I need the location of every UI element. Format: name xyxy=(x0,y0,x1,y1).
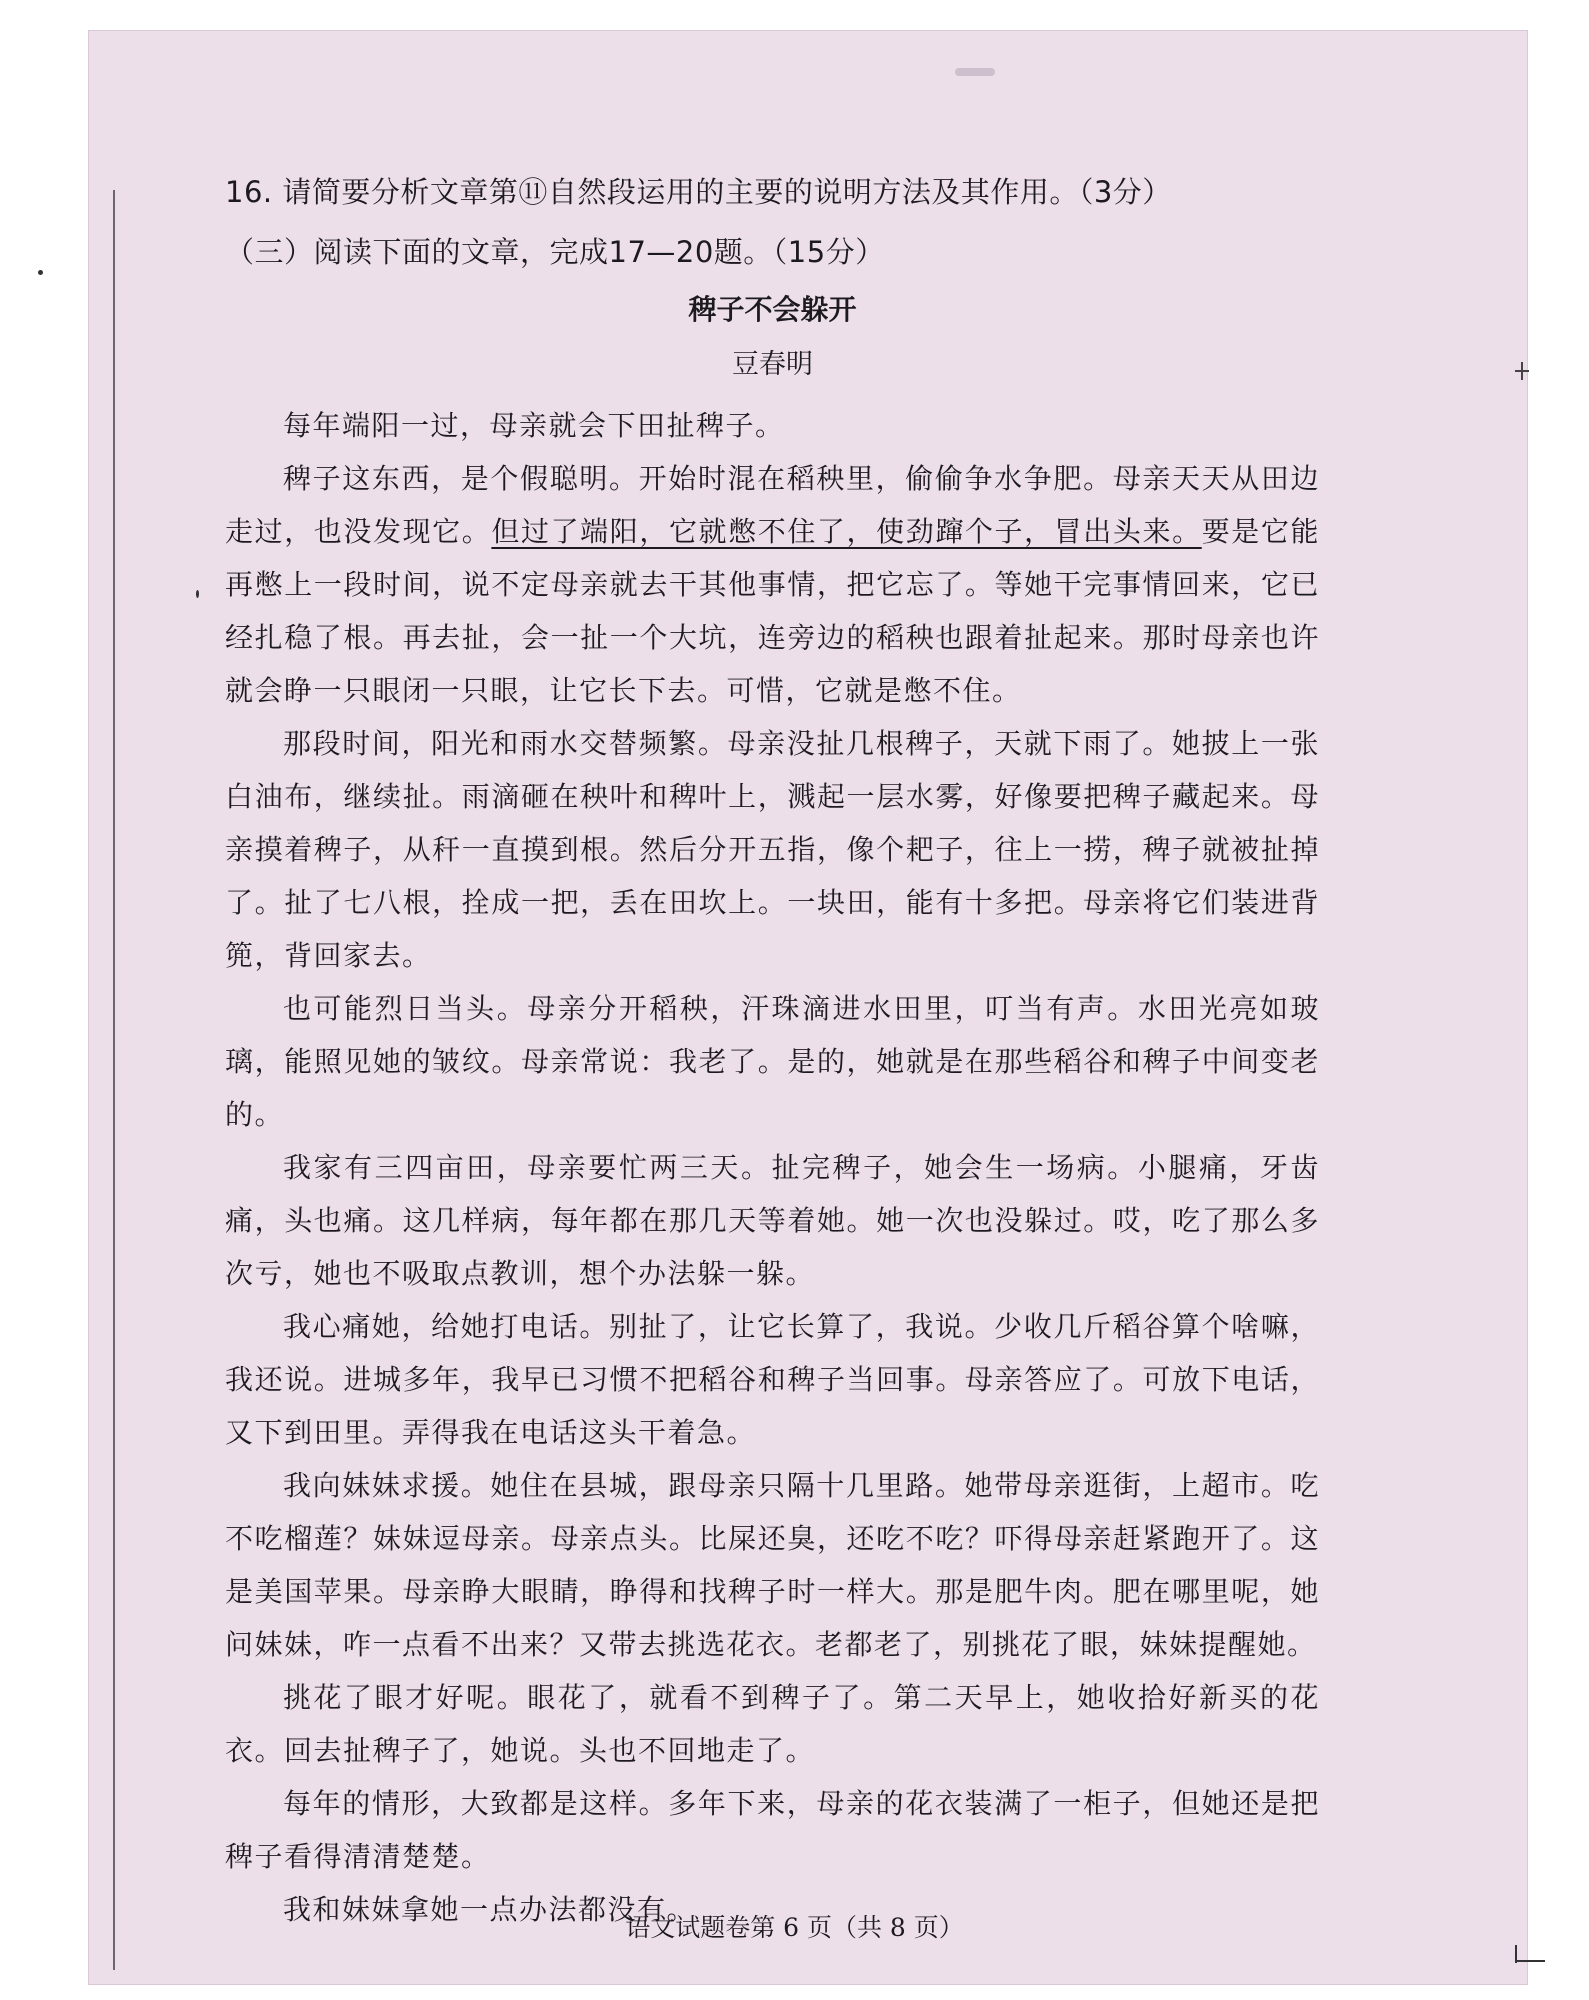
paragraph: 我向妹妹求援。她住在县城，跟母亲只隔十几里路。她带母亲逛街，上超市。吃不吃榴莲？妹妹逗母亲。母亲点头。比屎还臭，还吃不吃？吓得母亲赶紧跑开了。这是美国苹果。母亲睁大眼睛，睁得和找稗子时一样大。那是肥牛肉。肥在哪里呢，她问妹妹，咋一点看不出来？又带去挑选花衣。老都老了，别挑花了眼，妹妹提醒她。 xyxy=(225,1469,1320,1661)
article-body xyxy=(225,399,1320,1936)
paragraph: 挑花了眼才好呢。眼花了，就看不到稗子了。第二天早上，她收拾好新买的花衣。回去扯稗子了，她说。头也不回地走了。 xyxy=(225,1681,1320,1767)
crop-mark xyxy=(1515,1960,1545,1962)
paragraph: 那段时间，阳光和雨水交替频繁。母亲没扯几根稗子，天就下雨了。她披上一张白油布，继续扯。雨滴砸在秧叶和稗叶上，溅起一层水雾，好像要把稗子藏起来。母亲摸着稗子，从秆一直摸到根。然后分开五指，像个耙子，往上一捞，稗子就被扯掉了。扯了七八根，拴成一把，丢在田坎上。一块田，能有十多把。母亲将它们装进背篼，背回家去。 xyxy=(225,727,1320,972)
section-heading: （三）阅读下面的文章，完成17—20题。（15分） xyxy=(225,235,885,269)
left-margin-line xyxy=(113,190,115,1970)
paragraph: 每年的情形，大致都是这样。多年下来，母亲的花衣装满了一柜子，但她还是把稗子看得清清楚楚。 xyxy=(225,1787,1320,1873)
speck xyxy=(955,68,995,76)
paragraph: 每年端阳一过，母亲就会下田扯稗子。 xyxy=(283,409,785,442)
underlined-sentence: 但过了端阳，它就憋不住了，使劲蹿个子，冒出头来。 xyxy=(491,515,1202,548)
article-title: 稗子不会躲开 xyxy=(688,293,857,326)
paragraph: 也可能烈日当头。母亲分开稻秧，汗珠滴进水田里，叮当有声。水田光亮如玻璃，能照见她的皱纹。母亲常说：我老了。是的，她就是在那些稻谷和稗子中间变老的。 xyxy=(225,992,1320,1131)
page-footer: 语文试题卷第 6 页（共 8 页） xyxy=(625,1913,964,1942)
paragraph: 稗子这东西，是个假聪明。开始时混在稻秧里，偷偷争水争肥。母亲天天从田边走过，也没发现它。但过了端阳，它就憋不住了，使劲蹿个子，冒出头来。要是它能再憋上一段时间，说不定母亲就去干其他事情，把它忘了。等她干完事情回来，它已经扎稳了根。再去扯，会一扯一个大坑，连旁边的稻秧也跟着扯起来。那时母亲也许就会睁一只眼闭一只眼，让它长下去。可惜，它就是憋不住。 xyxy=(225,462,1320,707)
crop-mark xyxy=(1515,1945,1517,1963)
article-author: 豆春明 xyxy=(732,349,813,380)
speck xyxy=(196,590,199,598)
paragraph: 我心痛她，给她打电话。别扯了，让它长算了，我说。少收几斤稻谷算个啥嘛，我还说。进城多年，我早已习惯不把稻谷和稗子当回事。母亲答应了。可放下电话，又下到田里。弄得我在电话这头干着急。 xyxy=(225,1310,1320,1449)
question-16: 16. 请简要分析文章第⑪自然段运用的主要的说明方法及其作用。（3分） xyxy=(225,175,1172,209)
speck xyxy=(38,270,43,275)
paragraph: 我家有三四亩田，母亲要忙两三天。扯完稗子，她会生一场病。小腿痛，牙齿痛，头也痛。这几样病，每年都在那几天等着她。她一次也没躲过。哎，吃了那么多次亏，她也不吸取点教训，想个办法躲一躲。 xyxy=(225,1151,1320,1290)
paragraph: 我和妹妹拿她一点办法都没有。 xyxy=(283,1893,697,1926)
crop-mark xyxy=(1521,362,1523,380)
